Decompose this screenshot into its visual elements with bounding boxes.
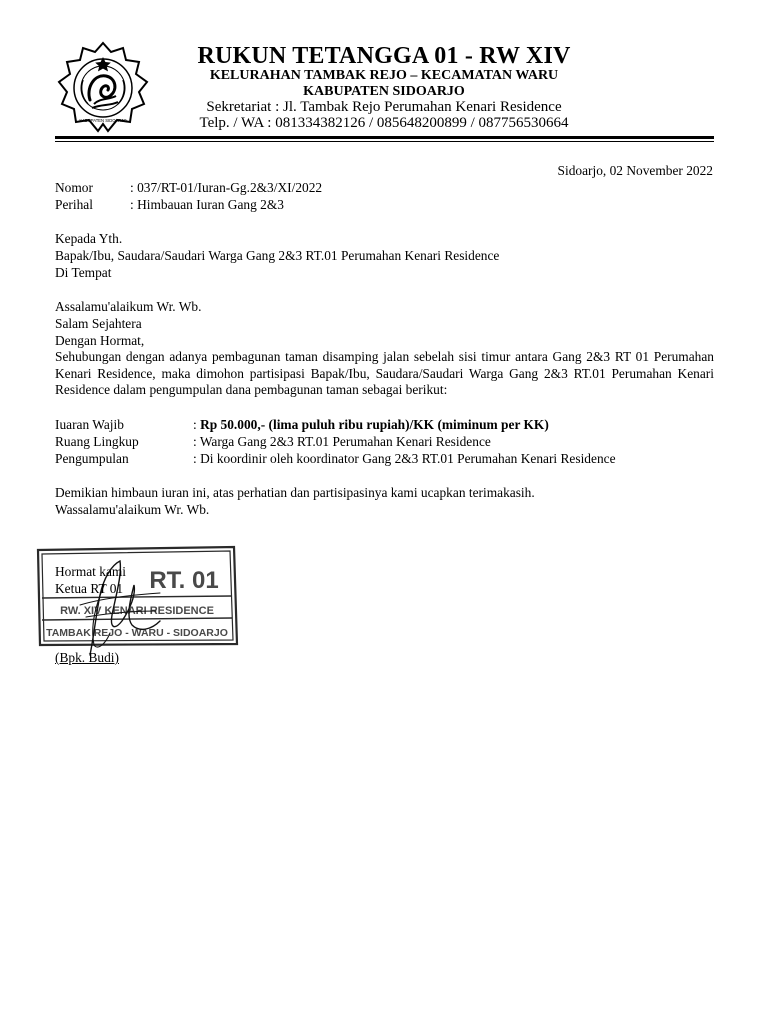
stamp-middle-text: RW. XIV KENARI RESIDENCE bbox=[60, 605, 214, 617]
number-value: : 037/RT-01/Iuran-Gg.2&3/XI/2022 bbox=[130, 180, 323, 195]
letterhead-divider-thin bbox=[55, 141, 714, 142]
stamp-top-text: RT. 01 bbox=[149, 567, 219, 594]
signatory-name: (Bpk. Budi) bbox=[55, 650, 119, 665]
stamp-bottom-text: TAMBAK REJO - WARU - SIDOARJO bbox=[46, 627, 228, 639]
number-label: Nomor bbox=[55, 180, 93, 195]
subject-label: Perihal bbox=[55, 197, 93, 212]
greeting-line: Dengan Hormat, bbox=[55, 333, 145, 348]
letterhead-subtitle-1: KELURAHAN TAMBAK REJO – KECAMATAN WARU bbox=[209, 68, 559, 83]
closing-line: Wassalamu'alaikum Wr. Wb. bbox=[55, 502, 210, 517]
recipient-line: Kepada Yth. bbox=[55, 231, 123, 246]
letterhead-title: RUKUN TETANGGA 01 - RW XIV bbox=[197, 43, 571, 69]
letterhead-subtitle-2: KABUPATEN SIDOARJO bbox=[303, 84, 465, 99]
detail-value: : Di koordinir oleh koordinator Gang 2&3 RT.01 Perumahan Kenari Residence bbox=[193, 451, 616, 466]
detail-label: Pengumpulan bbox=[55, 451, 129, 466]
greeting-line: Assalamu'alaikum Wr. Wb. bbox=[55, 299, 202, 314]
detail-label: Ruang Lingkup bbox=[55, 434, 139, 449]
recipient-line: Di Tempat bbox=[55, 265, 112, 280]
detail-label: Iuaran Wajib bbox=[55, 417, 124, 432]
greeting-line: Salam Sejahtera bbox=[55, 316, 142, 331]
closing-line: Demikian himbaun iuran ini, atas perhatian dan partisipasinya kami ucapkan terimakasih. bbox=[55, 485, 535, 500]
intro-paragraph: Sehubungan dengan adanya pembagunan taman disamping jalan sebelah sisi timur antara Gang 2&3 RT 01 Perumahan Kenari Residence, maka dimohon partisipasi Bapak/Ibu, Saudara/Saudari Warga Gang 2&3 RT.01 Perumahan Kenari Residence dalam pengumpulan dana pembagunan taman sebagai berikut: bbox=[55, 349, 714, 397]
letterhead-phone: Telp. / WA : 081334382126 / 085648200899 / 087756530664 bbox=[199, 115, 569, 131]
logo-caption: KABUPATEN SIDOARJO bbox=[79, 118, 127, 123]
sidoarjo-emblem-icon bbox=[56, 40, 150, 134]
signature-line: Hormat kami bbox=[55, 564, 127, 579]
subject-value: : Himbauan Iuran Gang 2&3 bbox=[130, 197, 284, 212]
letter-date: Sidoarjo, 02 November 2022 bbox=[557, 163, 713, 178]
signature-line: Ketua RT 01 bbox=[55, 581, 124, 596]
recipient-line: Bapak/Ibu, Saudara/Saudari Warga Gang 2&3 RT.01 Perumahan Kenari Residence bbox=[55, 248, 500, 263]
detail-value: : Warga Gang 2&3 RT.01 Perumahan Kenari Residence bbox=[193, 434, 491, 449]
letterhead-address: Sekretariat : Jl. Tambak Rejo Perumahan Kenari Residence bbox=[206, 99, 562, 115]
letterhead-divider bbox=[55, 136, 714, 139]
detail-value: : Rp 50.000,- (lima puluh ribu rupiah)/KK (miminum per KK) bbox=[193, 417, 549, 432]
